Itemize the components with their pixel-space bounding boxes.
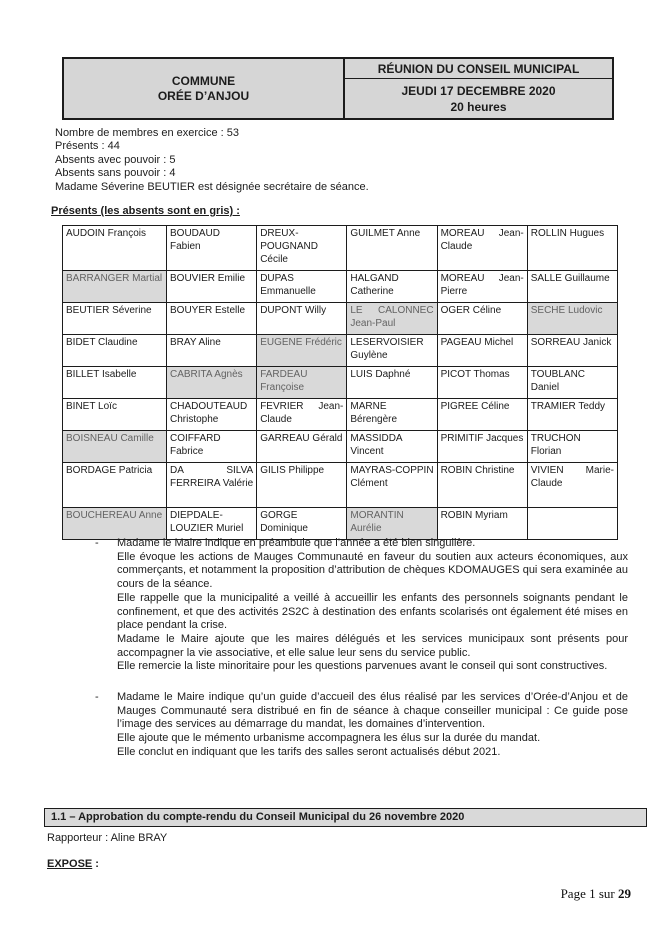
attendee-cell: DUPAS Emmanuelle (257, 271, 347, 303)
expose-heading (47, 858, 99, 870)
paragraph-line: Elle conclut en indiquant que les tarifs des salles seront actualisés début 2021. (117, 745, 501, 758)
table-row (63, 303, 618, 335)
page-number-label: Page 1 sur (560, 886, 618, 901)
preamble-paragraphs (95, 537, 628, 760)
bullet-paragraph (95, 537, 628, 674)
attendee-cell: BILLET Isabelle (63, 367, 167, 399)
attendee-cell: PRIMITIF Jacques (437, 431, 527, 463)
attendee-cell: GILIS Philippe (257, 463, 347, 508)
page-number-total: 29 (618, 886, 631, 901)
attendee-cell: MASSIDDA Vincent (347, 431, 437, 463)
section-banner: 1.1 – Approbation du compte-rendu du Conseil Municipal du 26 novembre 2020 (44, 808, 647, 827)
attendee-cell: BOUCHEREAU Anne (63, 508, 167, 540)
attendee-cell: BRAY Aline (167, 335, 257, 367)
attendee-cell: ROBIN Myriam (437, 508, 527, 540)
attendee-cell: OGER Céline (437, 303, 527, 335)
summary-line: Absents avec pouvoir : 5 (55, 153, 176, 166)
paragraph-line: Elle ajoute que le mémento urbanisme accompagnera les élus sur la durée du mandat. (117, 732, 541, 745)
attendee-cell: TRUCHON Florian (527, 431, 617, 463)
attendee-cell (527, 508, 617, 540)
attendee-cell: BOUYER Estelle (167, 303, 257, 335)
attendee-cell: MOREAU Jean-Pierre (437, 271, 527, 303)
page-number (561, 886, 631, 902)
attendee-cell: BOUVIER Emilie (167, 271, 257, 303)
attendance-summary (55, 127, 369, 194)
bullet-dash: - (95, 537, 99, 549)
expose-label: EXPOSE (47, 858, 93, 870)
attendee-cell: GORGE Dominique (257, 508, 347, 540)
document-header (62, 57, 614, 120)
attendee-cell: EUGENE Frédéric (257, 335, 347, 367)
attendee-cell: MAYRAS-COPPIN Clément (347, 463, 437, 508)
attendee-cell: MARNE Bérengère (347, 399, 437, 431)
paragraph-line: Madame le Maire indique qu’un guide d’accueil des élus réalisé par les services d’Orée-d’Anjou et de Mauges Communauté sera distribué en fin de séance à chaque conseiller municipal : Ce guide pose l’image des services au démarrage du mandat, les domaines d’intervention. (117, 691, 628, 731)
bullet-dash: - (95, 691, 99, 704)
attendee-cell: LUIS Daphné (347, 367, 437, 399)
attendee-cell: COIFFARD Fabrice (167, 431, 257, 463)
bullet-paragraph-body (117, 691, 628, 760)
paragraph-line: Madame le Maire indique en préambule que l’année a été bien singulière. (117, 537, 476, 549)
attendee-cell: MORANTIN Aurélie (347, 508, 437, 540)
attendance-table-body (63, 226, 618, 540)
attendee-cell: TOUBLANC Daniel (527, 367, 617, 399)
table-row (63, 271, 618, 303)
attendee-cell: BIDET Claudine (63, 335, 167, 367)
attendee-cell: VIVIEN Marie-Claude (527, 463, 617, 508)
attendee-cell: ROBIN Christine (437, 463, 527, 508)
attendance-table (62, 225, 618, 540)
commune-name: ORÉE D’ANJOU (157, 88, 250, 103)
bullet-paragraph (95, 691, 628, 760)
attendee-cell: CHADOUTEAUD Christophe (167, 399, 257, 431)
attendee-cell: HALGAND Catherine (347, 271, 437, 303)
table-row (63, 463, 618, 508)
attendee-cell: SALLE Guillaume (527, 271, 617, 303)
attendee-cell: FARDEAU Françoise (257, 367, 347, 399)
attendee-cell: DUPONT Willy (257, 303, 347, 335)
attendee-cell: DA SILVA FERREIRA Valérie (167, 463, 257, 508)
rapporteur-line: Rapporteur : Aline BRAY (47, 832, 168, 844)
attendee-cell: PICOT Thomas (437, 367, 527, 399)
attendee-cell: ROLLIN Hugues (527, 226, 617, 271)
attendee-cell: BOUDAUD Fabien (167, 226, 257, 271)
attendee-cell: SECHE Ludovic (527, 303, 617, 335)
table-row (63, 431, 618, 463)
table-row (63, 335, 618, 367)
attendee-cell: FEVRIER Jean-Claude (257, 399, 347, 431)
meeting-time: 20 heures (450, 99, 507, 114)
attendee-cell: DIEPDALE-LOUZIER Muriel (167, 508, 257, 540)
meeting-title-cell (345, 59, 612, 118)
attendee-cell: BARRANGER Martial (63, 271, 167, 303)
table-row (63, 399, 618, 431)
paragraph-line: Elle remercie la liste minoritaire pour les questions parvenues avant le conseil qui sont constructives. (117, 660, 608, 673)
attendee-cell: BEUTIER Séverine (63, 303, 167, 335)
meeting-title: RÉUNION DU CONSEIL MUNICIPAL (345, 59, 612, 79)
table-row (63, 226, 618, 271)
attendee-cell: BOISNEAU Camille (63, 431, 167, 463)
table-row (63, 367, 618, 399)
attendee-cell: BORDAGE Patricia (63, 463, 167, 508)
summary-line: Présents : 44 (55, 140, 120, 153)
attendee-cell: DREUX-POUGNAND Cécile (257, 226, 347, 271)
attendee-cell: LESERVOISIER Guylène (347, 335, 437, 367)
meeting-date: JEUDI 17 DECEMBRE 2020 (401, 83, 556, 98)
commune-title-cell (64, 59, 345, 118)
attendee-cell: TRAMIER Teddy (527, 399, 617, 431)
paragraph-line: Elle évoque les actions de Mauges Communauté en faveur du soutien aux acteurs économiques, aux commerçants, et notamment la proposition d’attribution de chèques KDOMAUGES qui sera examinée au cours de la séance. (117, 550, 628, 591)
attendee-cell: MOREAU Jean-Claude (437, 226, 527, 271)
paragraph-line: Madame le Maire ajoute que les maires délégués et les services municipaux sont présents pour accompagner la vie associative, et elle salue leur sens du service public. (117, 632, 628, 659)
paragraph-line: Elle rappelle que la municipalité a veillé à accueillir les enfants des personnels soignants pendant le confinement, et que des activités 2S2C à destination des enfants scolarisés ont également été mises en place pendant la crise. (117, 591, 628, 632)
attendee-cell: SORREAU Janick (527, 335, 617, 367)
attendee-cell: CABRITA Agnès (167, 367, 257, 399)
commune-label: COMMUNE (171, 73, 236, 88)
meeting-datetime (345, 79, 612, 118)
attendee-cell: GUILMET Anne (347, 226, 437, 271)
bullet-paragraph-body (117, 537, 628, 674)
table-row (63, 508, 618, 540)
expose-colon: : (92, 858, 99, 870)
summary-line: Madame Séverine BEUTIER est désignée secrétaire de séance. (55, 180, 369, 193)
attendee-cell: PIGREE Céline (437, 399, 527, 431)
attendee-cell: LE CALONNEC Jean-Paul (347, 303, 437, 335)
attendee-cell: GARREAU Gérald (257, 431, 347, 463)
attendee-cell: PAGEAU Michel (437, 335, 527, 367)
attendee-cell: BINET Loïc (63, 399, 167, 431)
summary-line: Nombre de membres en exercice : 53 (55, 127, 240, 139)
summary-line: Absents sans pouvoir : 4 (55, 167, 176, 180)
attendee-cell: AUDOIN François (63, 226, 167, 271)
attendance-caption: Présents (les absents sont en gris) : (51, 205, 240, 217)
